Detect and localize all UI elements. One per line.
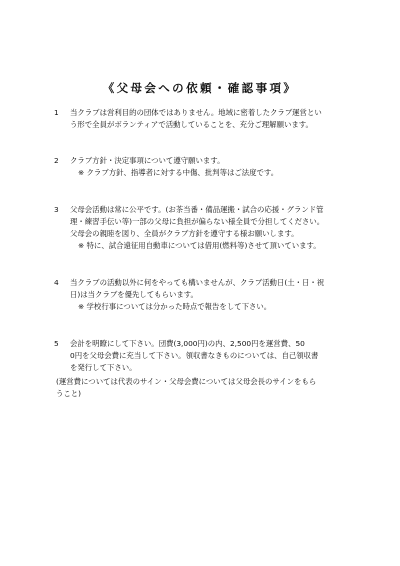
item-text: 日)は当クラブを優先してもらいます。 xyxy=(70,290,198,299)
item-note: ※ クラブ方針、指導者に対する中傷、批判等はご法度です。 xyxy=(78,168,279,177)
item-text: 当クラブは営利目的の団体ではありません。地域に密着したクラブ運営とい xyxy=(70,108,322,117)
item-text: 当クラブの活動以外に何をやっても構いませんが、クラブ活動日(土・日・祝 xyxy=(70,278,325,287)
footnote-text: (運営費については代表のサイン・父母会費については父母会長のサインをもら xyxy=(56,377,317,386)
list-item-2 xyxy=(56,155,356,179)
footnote-text: うこと) xyxy=(56,389,82,398)
item-number: 1 xyxy=(54,108,59,117)
item-note: ※ 学校行事については分かった時点で報告をして下さい。 xyxy=(78,302,272,311)
item-text: 0円を父母会費に充当して下さい。領収書なきものについては、自己領収書 xyxy=(70,351,319,360)
item-number: 5 xyxy=(54,339,59,348)
item-number: 4 xyxy=(54,278,59,287)
item-text: う形で全員がボランティアで活動していることを、充分ご理解願います。 xyxy=(70,120,313,129)
item-number: 2 xyxy=(54,156,59,165)
list-item-3 xyxy=(56,204,356,252)
list-item-5 xyxy=(56,338,356,374)
footnote xyxy=(56,376,356,400)
item-text: 父母会の親睦を図り、全員がクラブ方針を遵守する様お願いします。 xyxy=(70,229,299,238)
list-item-1 xyxy=(56,107,356,131)
item-text: 会計を明瞭にして下さい。団費(3,000円)の内、2,500円を運営費、50 xyxy=(70,339,305,348)
item-text: 理・練習手伝い等)一部の父母に負担が偏らない様全員で分担してください。 xyxy=(70,217,325,226)
list-item-4 xyxy=(56,277,356,313)
item-number: 3 xyxy=(54,205,59,214)
item-text: を発行して下さい。 xyxy=(70,363,137,372)
item-note: ※ 特に、試合遠征用自動車については借用(燃料等)させて頂いています。 xyxy=(78,241,321,250)
page-title: 《父母会への依頼・確認事項》 xyxy=(102,81,298,95)
item-text: クラブ方針・決定事項について遵守願います。 xyxy=(70,156,225,165)
item-text: 父母会活動は常に公平です。(お茶当番・備品運搬・試合の応援・グランド管 xyxy=(70,205,324,214)
